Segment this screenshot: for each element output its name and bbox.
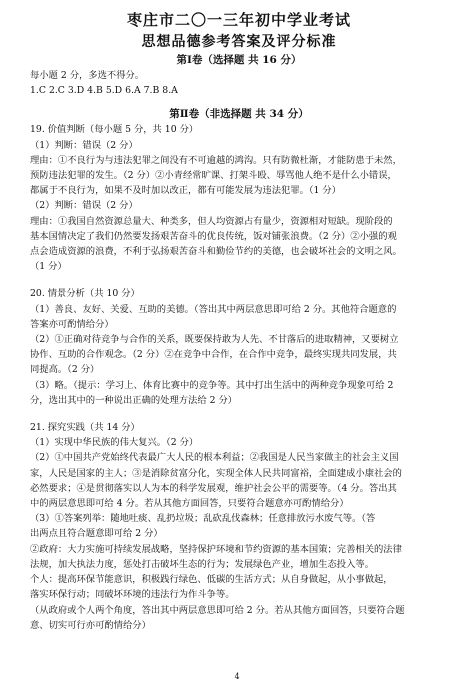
page-title: 枣庄市二〇一三年初中学业考试 <box>126 11 351 29</box>
page-number: 4 <box>234 672 240 681</box>
text-line: （2）①正确对待竞争与合作的关系，既要保持敢为人先、不甘落后的进取精神，又要树立 <box>30 334 399 346</box>
page-subtitle: 思想品德参考答案及评分标准 <box>141 34 337 50</box>
text-line: （1）判断：错误（2 分） <box>30 139 138 151</box>
text-line: 每小题 2 分，多选不得分。 <box>30 70 145 81</box>
text-line: 理由：①不良行为与违法犯罪之间没有不可逾越的鸿沟。只有防微杜渐，才能防患于未然， <box>30 154 402 166</box>
part1-heading: 第Ⅰ卷（选择题 共 16 分） <box>176 54 302 66</box>
text-line: ②政府：大力实施可持续发展战略，坚持保护环境和节约资源的基本国策；完善相关的法律 <box>30 543 402 555</box>
text-line: 答案亦可酌情给分） <box>30 318 114 330</box>
text-line: 法规，加大执法力度，惩处打击破坏生态的行为；发展绿色产业，增加生态投入等。 <box>30 558 374 570</box>
text-line: （2）①中国共产党始终代表最广大人民的根本利益；②我国是人民当家做主的社会主义国 <box>30 452 399 464</box>
text-line: 都属于不良行为，如果不及时加以改正，都有可能发展为违法犯罪。（1 分） <box>30 185 342 197</box>
text-line: 基本国情决定了我们仍然要发扬艰苦奋斗的优良传统，饭对铺张浪费。（2 分）②小强的观 <box>30 230 397 242</box>
text-line: 分，选出其中的一种说出正确的处理方法给 2 分） <box>30 394 238 406</box>
text-line: 意、切实可行亦可酌情给分） <box>30 619 151 631</box>
text-line: （3）①答案列举：随地吐痰、乱扔垃圾；乱砍乱伐森林；任意排放污水废气等。（答 <box>30 513 376 525</box>
part1-body <box>30 68 448 98</box>
question-21-block <box>30 420 448 633</box>
text-line: （3）略。（提示：学习上、体育比赛中的竞争等。其中打出生活中的两种竞争现象可给 2 <box>30 379 394 391</box>
question-20-block <box>30 286 448 408</box>
text-line: 出两点且符合题意即可给 2 分） <box>30 528 163 540</box>
text-line: 同提高。（2 分） <box>30 364 100 376</box>
text-line: 协作、互助的合作观念。（2 分）②在竞争中合作，在合作中竞争，最终实现共同发展，共 <box>30 349 397 361</box>
text-line: （从政府或个人两个角度，答出其中两层意思即可给 2 分。若从其他方面回答，只要符合题 <box>30 604 405 616</box>
text-line: （1）善良、友好、关爱、互助的美德。（答出其中两层意思即可给 2 分。其他符合题意的 <box>30 303 397 315</box>
text-line: 中的两层意思即可给 4 分。若从其他方面回答，只要符合题意亦可酌情给分） <box>30 498 349 510</box>
part2-heading: 第Ⅱ卷（非选择题 共 34 分） <box>169 108 309 121</box>
text-line: 落实环保行动；同破坏环境的违法行为作斗争等。 <box>30 589 235 601</box>
text-line: （2）判断：错误（2 分） <box>30 200 138 212</box>
answer-key-line: 1.C 2.C 3.D 4.B 5.D 6.A 7.B 8.A <box>30 85 178 97</box>
text-line: 预防违法犯罪的发生。（2 分）②小青经常旷课、打架斗殴、辱骂他人绝不是什么小错误， <box>30 170 397 182</box>
text-line: 家，人民是国家的主人；③是消除贫富分化，实现全体人民共同富裕，全面建成小康社会的 <box>30 467 402 479</box>
text-line: 必然要求；④是贯彻落实以人为本的科学发展观，维护社会公平的需要等。（4 分。答出其 <box>30 482 397 494</box>
text-line: 点会造成资源的浪费，不利于弘扬艰苦奋斗和勤俭节约的美德，也会破坏社会的文明之风。 <box>30 246 402 258</box>
text-line: 个人：提高环保节能意识，积极践行绿色、低碳的生活方式；从自身做起，从小事做起， <box>30 574 393 586</box>
question-19-block <box>30 122 448 274</box>
text-line: （1）实现中华民族的伟大复兴。（2 分） <box>30 437 199 449</box>
text-line: 理由：①我国自然资源总量大、种类多，但人均资源占有量少，资源相对短缺。现阶段的 <box>30 215 393 227</box>
question-19-title: 19. 价值判断（每小题 5 分，共 10 分） <box>30 124 199 136</box>
question-21-title: 21. 探究实践（共 14 分） <box>30 422 140 434</box>
text-line: （1 分） <box>30 261 67 273</box>
question-20-title: 20. 情景分析（共 10 分） <box>30 288 140 300</box>
